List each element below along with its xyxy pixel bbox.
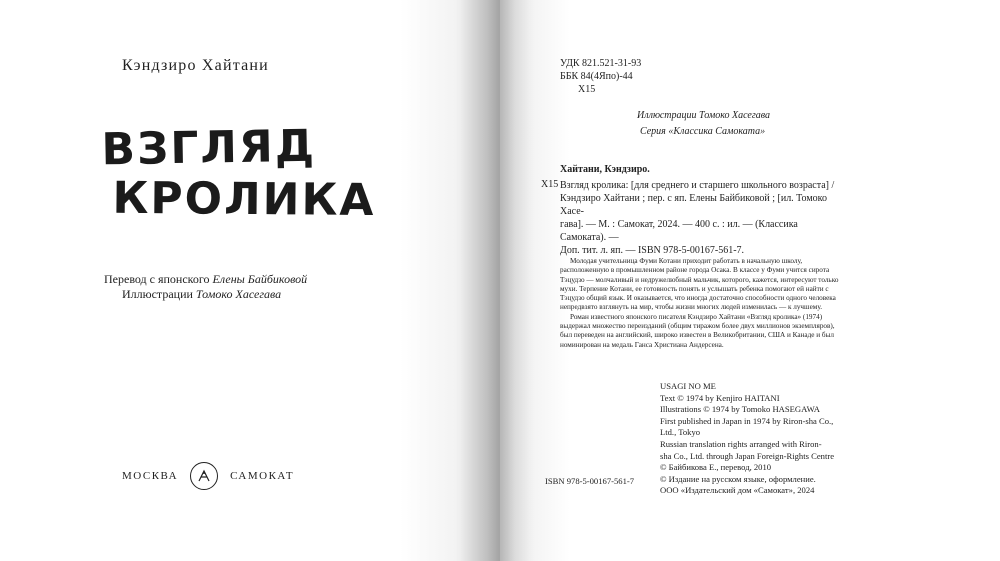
catalog-record-line: Доп. тит. л. яп. — ISBN 978-5-00167-561-7. — [560, 245, 745, 256]
copyright-block — [660, 381, 850, 497]
illustrations-credit — [122, 287, 281, 302]
copyright-line: Illustrations © 1974 by Tomoko HASEGAWA — [660, 404, 821, 415]
author-sign: Х15 — [578, 84, 596, 95]
illustrations-line: Иллюстрации Томоко Хасегава — [637, 110, 771, 121]
isbn: ISBN 978-5-00167-561-7 — [545, 476, 635, 486]
illustrations-prefix: Иллюстрации — [122, 287, 193, 301]
catalog-record-heading: Хайтани, Кэндзиро. — [560, 164, 650, 175]
annotation-paragraph-2: Роман известного японского писателя Кэндзиро Хайтани «Взгляд кролика» (1974) выдержал множество переизданий (общим тиражом более двух миллионов экземпляров), был переведен на английский, широко известен в Великобритании, США и Канаде и был номинирован на медаль Ганса Христиана Андерсена. — [560, 312, 835, 349]
series-line: Серия «Классика Самоката» — [640, 126, 766, 137]
publisher-logo-icon — [190, 462, 218, 490]
copyright-line: © Издание на русском языке, оформление. — [660, 473, 816, 484]
author-name: Кэндзиро Хайтани — [122, 57, 269, 74]
catalog-record-line: Кэндзиро Хайтани ; пер. с яп. Елены Байбиковой ; [ил. Томоко Хасе- — [560, 193, 828, 217]
bbk-code: ББК 84(4Япо)-44 — [560, 71, 633, 82]
illustrator-name: Томоко Хасегава — [195, 287, 282, 301]
book-title-line-1: ВЗГЛЯД — [101, 120, 317, 176]
book-title — [101, 120, 376, 229]
copyright-line: ООО «Издательский дом «Самокат», 2024 — [660, 485, 815, 496]
copyright-line: Ltd., Tokyo — [660, 427, 701, 438]
annotation — [560, 257, 840, 350]
catalog-record — [560, 179, 840, 257]
publisher-name: САМОКАТ — [230, 470, 295, 482]
classification-codes — [560, 57, 641, 96]
publisher-city: МОСКВА — [122, 470, 179, 482]
translator-name: Елены Байбиковой — [212, 272, 308, 286]
copyright-line: © Байбикова Е., перевод, 2010 — [660, 462, 772, 473]
udk-code: УДК 821.521-31-93 — [560, 58, 642, 69]
copyright-line: Russian translation rights arranged with Riron- — [660, 438, 822, 449]
catalog-record-line: гава]. — М. : Самокат, 2024. — 400 с. : ил. — (Классика Самоката). — — [560, 219, 798, 243]
copyright-line: Text © 1974 by Kenjiro HAITANI — [660, 392, 780, 403]
catalog-record-line: Взгляд кролика: [для среднего и старшего школьного возраста] / — [560, 180, 835, 191]
publisher-line — [122, 462, 294, 490]
translation-credit — [104, 272, 307, 287]
copyright-line: First published in Japan in 1974 by Riron-sha Co., — [660, 415, 834, 426]
catalog-record-code: Х15 — [541, 179, 559, 190]
copyright-line: USAGI NO ME — [660, 381, 716, 391]
translation-prefix: Перевод с японского — [104, 272, 210, 286]
book-title-line-2: КРОЛИКА — [112, 172, 376, 227]
annotation-paragraph-1: Молодая учительница Фуми Котани приходит работать в начальную школу, расположенную в промышленном районе города Осака. В классе у Фуми учится сирота Тэцудзо — молчаливый и недружелюбный мальчик, которого, кажется, интересуют только мухи. Терпение Котани, ее готовность понять и услышать ребенка помогают ей найти с Тэцудзо общий язык. И оказывается, что иногда достаточно способности одного человека непредвзято взглянуть на мир, чтобы жизни многих людей изменилась — к лучшему. — [560, 257, 839, 312]
copyright-line: sha Co., Ltd. through Japan Foreign-Rights Centre — [660, 450, 835, 461]
book-gutter-shadow — [455, 0, 535, 561]
